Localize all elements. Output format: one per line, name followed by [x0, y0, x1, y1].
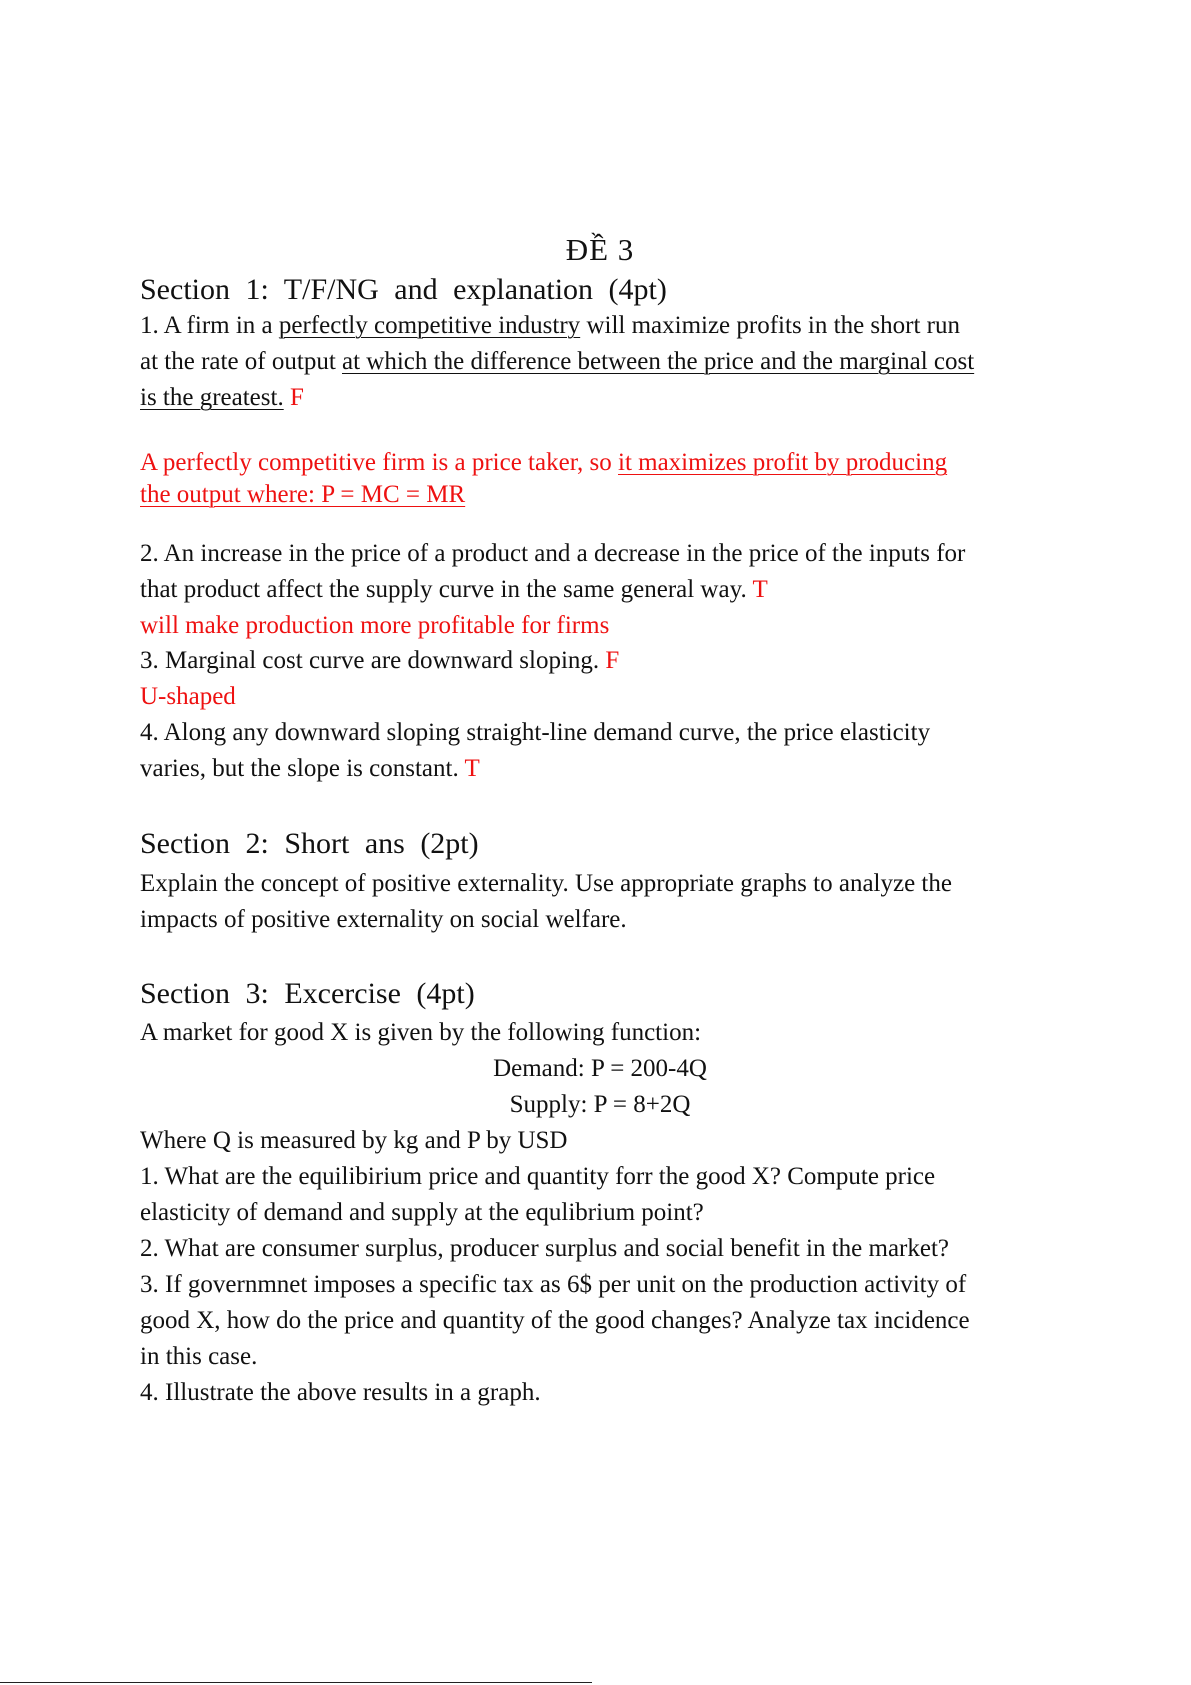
ex-q1-line-2: elasticity of demand and supply at the equlibrium point?	[140, 1199, 704, 1226]
units-line: Where Q is measured by kg and P by USD	[140, 1127, 568, 1154]
q2-line-1: 2. An increase in the price of a product and a decrease in the price of the inputs for	[140, 540, 966, 567]
q2-explanation: will make production more profitable for firms	[140, 612, 610, 639]
ex-q4: 4. Illustrate the above results in a graph.	[140, 1379, 541, 1406]
section-1-heading: Section 1: T/F/NG and explanation (4pt)	[140, 273, 667, 306]
q1-explanation-2: the output where: P = MC = MR	[140, 481, 466, 508]
page-title: ĐỀ 3	[565, 232, 635, 267]
section-2-heading: Section 2: Short ans (2pt)	[140, 827, 479, 860]
footnote-divider	[0, 1682, 592, 1683]
ex-q3-line-2: good X, how do the price and quantity of the good changes? Analyze tax incidence	[140, 1307, 970, 1334]
q4-answer: T	[464, 755, 480, 782]
section-2-line-2: impacts of positive externality on social welfare.	[140, 906, 627, 933]
section-3-intro: A market for good X is given by the following function:	[140, 1019, 702, 1046]
supply-function: Supply: P = 8+2Q	[509, 1091, 691, 1118]
q4-line-2: varies, but the slope is constant. T	[140, 755, 480, 782]
q3-answer: F	[605, 647, 620, 674]
q2-line-2: that product affect the supply curve in the same general way. T	[140, 576, 768, 603]
q1-answer: F	[289, 384, 304, 411]
ex-q1-line-1: 1. What are the equilibirium price and quantity forr the good X? Compute price	[140, 1163, 936, 1190]
q2-answer: T	[752, 576, 768, 603]
ex-q3-line-1: 3. If governmnet imposes a specific tax as 6$ per unit on the production activity of	[140, 1271, 967, 1298]
q1-line-1: 1. A firm in a perfectly competitive industry will maximize profits in the short run	[140, 312, 960, 339]
q1-line-2: at the rate of output at which the difference between the price and the marginal cost	[140, 348, 975, 375]
q1-explanation-1: A perfectly competitive firm is a price taker, so it maximizes profit by producing	[140, 449, 948, 476]
demand-function: Demand: P = 200-4Q	[493, 1055, 707, 1082]
q1-line-3: is the greatest. F	[140, 384, 304, 411]
ex-q2: 2. What are consumer surplus, producer surplus and social benefit in the market?	[140, 1235, 950, 1262]
q3-line-1: 3. Marginal cost curve are downward sloping. F	[140, 647, 620, 674]
section-2-line-1: Explain the concept of positive externality. Use appropriate graphs to analyze the	[140, 870, 952, 897]
q4-line-1: 4. Along any downward sloping straight-line demand curve, the price elasticity	[140, 719, 931, 746]
section-3-heading: Section 3: Excercise (4pt)	[140, 977, 475, 1010]
ex-q3-line-3: in this case.	[140, 1343, 258, 1370]
q3-explanation: U-shaped	[140, 683, 236, 710]
